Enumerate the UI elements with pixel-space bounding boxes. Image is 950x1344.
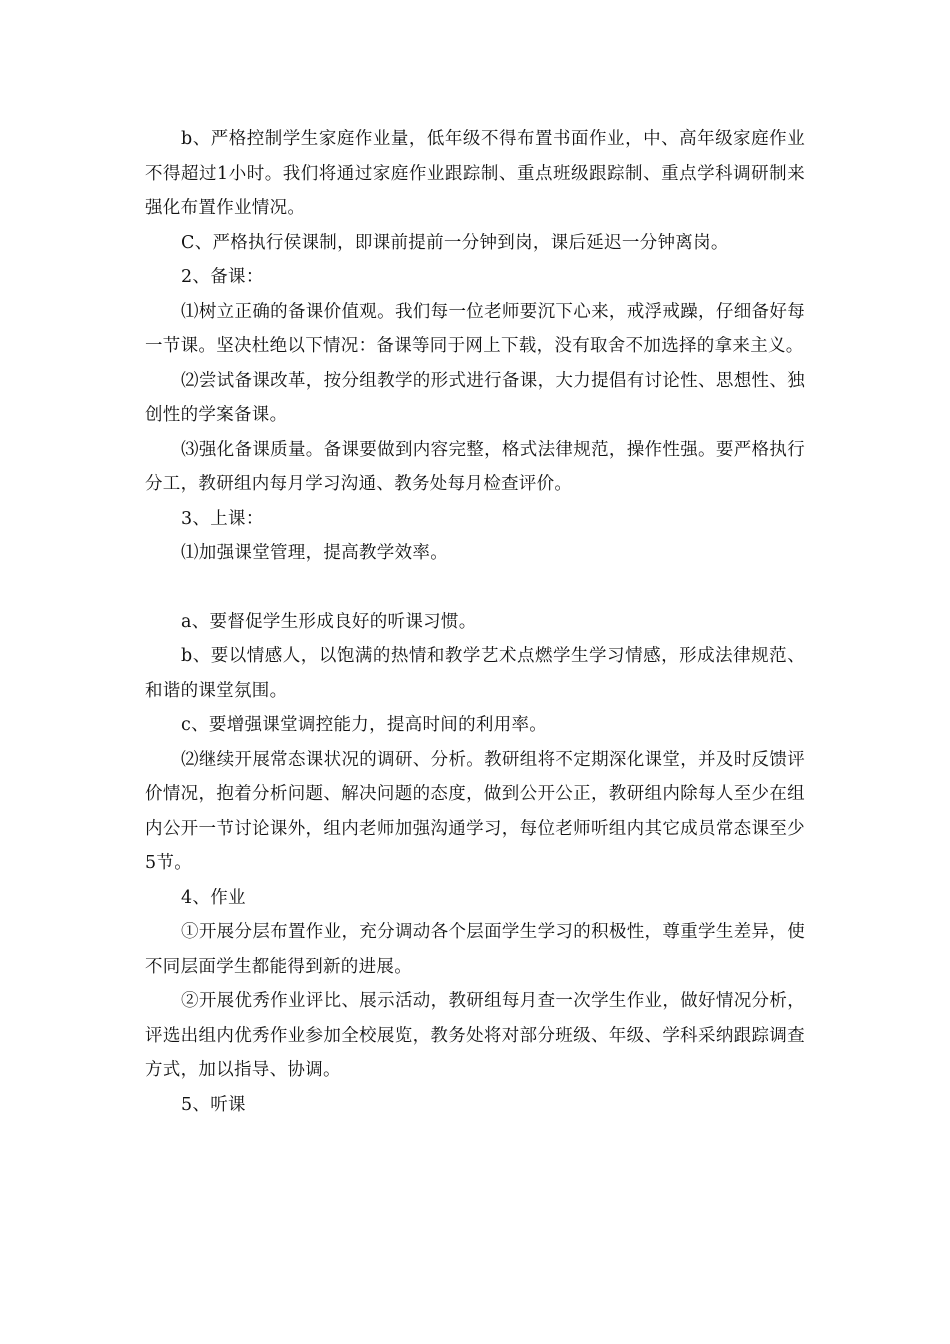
paragraph-regular-class-research: ⑵继续开展常态课状况的调研、分析。教研组将不定期深化课堂，并及时反馈评价情况，抱着分析问题、解决问题的态度，做到公开公正，教研组内除每人至少在组内公开一节讨论课外，组内老师加强沟通学习，每位老师听组内其它成员常态课至少5节。 xyxy=(145,749,805,873)
heading-homework: 4、作业 xyxy=(181,887,246,908)
paragraph-prep-quality: ⑶强化备课质量。备课要做到内容完整，格式法律规范，操作性强。要严格执行分工，教研组内每月学习沟通、教务处每月检查评价。 xyxy=(145,439,805,494)
paragraph-class-control: c、要增强课堂调控能力，提高时间的利用率。 xyxy=(181,715,548,735)
paragraph-emotion: b、要以情感人，以饱满的热情和教学艺术点燃学生学习情感，形成法律规范、和谐的课堂氛围。 xyxy=(145,646,805,701)
document-body xyxy=(145,122,805,1122)
paragraph-layered-homework: ①开展分层布置作业，充分调动各个层面学生学习的积极性，尊重学生差异，使不同层面学生都能得到新的进展。 xyxy=(145,922,805,977)
paragraph-prep-values: ⑴树立正确的备课价值观。我们每一位老师要沉下心来，戒浮戒躁，仔细备好每一节课。坚决杜绝以下情况：备课等同于网上下载，没有取舍不加选择的拿来主义。 xyxy=(145,301,805,356)
paragraph-homework-limit: b、严格控制学生家庭作业量，低年级不得布置书面作业，中、高年级家庭作业不得超过1小时。我们将通过家庭作业跟踪制、重点班级跟踪制、重点学科调研制来强化布置作业情况。 xyxy=(145,129,805,218)
paragraph-listening-habits: a、要督促学生形成良好的听课习惯。 xyxy=(181,611,477,632)
paragraph-homework-evaluation: ②开展优秀作业评比、展示活动，教研组每月查一次学生作业，做好情况分析，评选出组内优秀作业参加全校展览，教务处将对部分班级、年级、学科采纳跟踪调查方式，加以指导、协调。 xyxy=(145,991,805,1080)
heading-teaching: 3、上课： xyxy=(181,508,264,529)
paragraph-classroom-management: ⑴加强课堂管理，提高教学效率。 xyxy=(181,543,448,563)
heading-lesson-observation: 5、听课 xyxy=(181,1094,246,1115)
paragraph-prep-reform: ⑵尝试备课改革，按分组教学的形式进行备课，大力提倡有讨论性、思想性、独创性的学案备课。 xyxy=(145,370,805,425)
paragraph-class-waiting: C、严格执行侯课制，即课前提前一分钟到岗，课后延迟一分钟离岗。 xyxy=(181,232,729,253)
heading-lesson-prep: 2、备课： xyxy=(181,267,264,287)
